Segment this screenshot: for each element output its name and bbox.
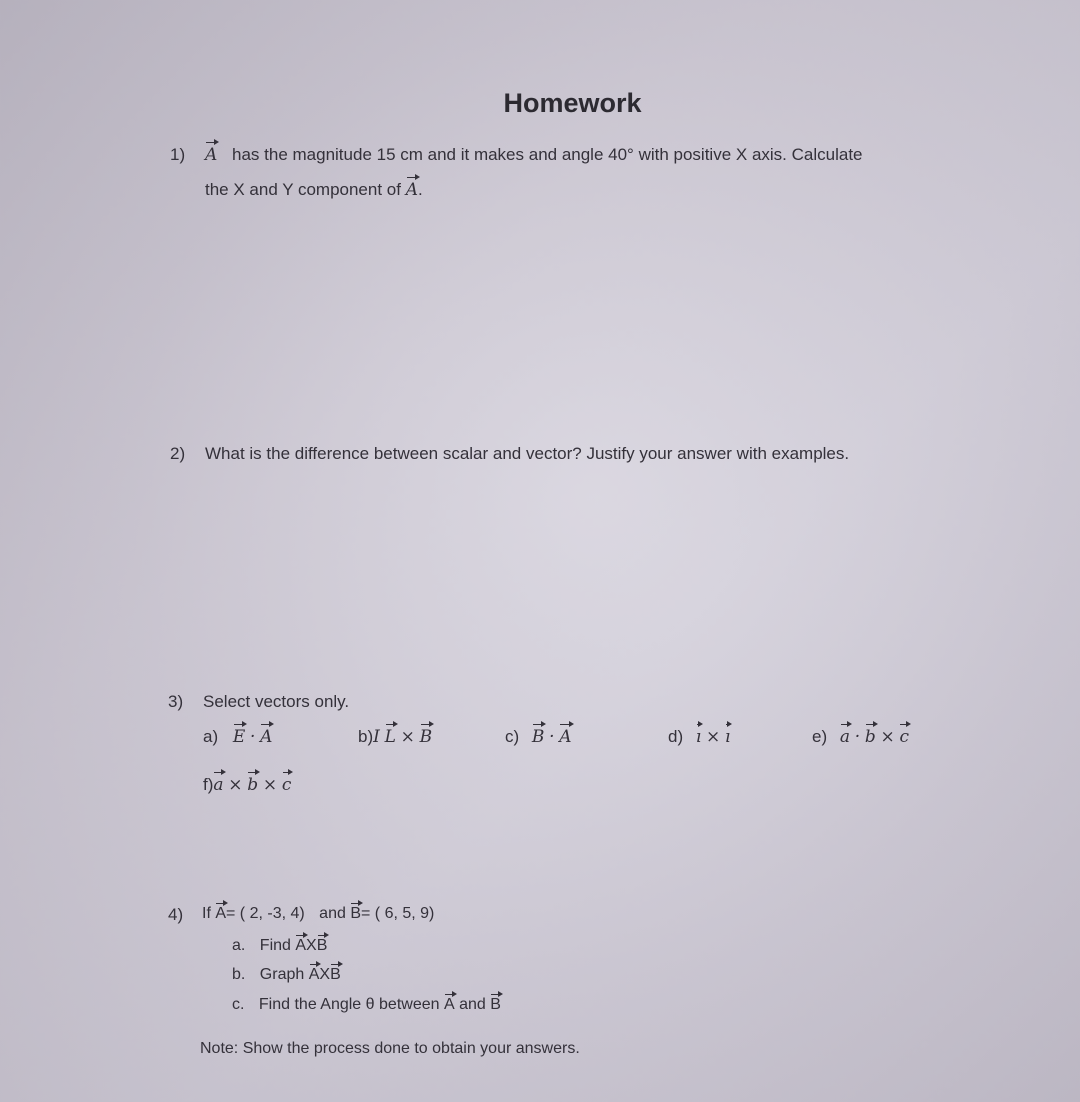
part-a-text: Find bbox=[259, 937, 291, 954]
question-2-text: What is the difference between scalar and vector? Justify your answer with examples. bbox=[205, 444, 850, 463]
vector-a-symbol: a bbox=[213, 775, 224, 795]
page-title: Homework bbox=[503, 88, 642, 118]
vector-A-symbol: A bbox=[260, 727, 273, 747]
vector-c-symbol: c bbox=[899, 727, 910, 747]
option-d-label: d) bbox=[668, 727, 684, 746]
vector-a-symbol: a bbox=[839, 727, 850, 747]
question-1-text-2: the X and Y component of bbox=[205, 180, 401, 199]
question-1-number: 1) bbox=[170, 145, 186, 164]
question-4-part-c bbox=[232, 996, 501, 1014]
vector-A-symbol: A bbox=[443, 996, 455, 1013]
unit-vector-i-symbol: ı bbox=[725, 727, 731, 747]
vector-B-symbol: B bbox=[419, 727, 433, 747]
current-I-symbol: I bbox=[373, 727, 380, 747]
unit-vector-i-symbol: ı bbox=[695, 727, 702, 747]
question-1-line-2 bbox=[205, 180, 423, 200]
option-c bbox=[505, 727, 572, 747]
between-word: between bbox=[379, 996, 440, 1013]
option-a bbox=[203, 727, 272, 747]
and-word: and bbox=[459, 996, 486, 1013]
cross-operator: × bbox=[880, 727, 895, 747]
vector-B-symbol: B bbox=[531, 727, 545, 747]
option-f bbox=[203, 775, 291, 795]
vector-B-symbol: B bbox=[350, 905, 361, 922]
vector-B-value: = ( 6, 5, 9) bbox=[361, 905, 435, 922]
vector-A-symbol: A bbox=[308, 966, 320, 983]
theta-symbol: θ bbox=[365, 996, 375, 1013]
vector-c-symbol: c bbox=[281, 775, 292, 795]
option-e bbox=[812, 727, 909, 747]
question-3-number: 3) bbox=[168, 692, 184, 711]
vector-b-symbol: b bbox=[864, 727, 876, 747]
option-d bbox=[668, 727, 730, 747]
vector-A-symbol: A bbox=[205, 145, 218, 165]
cross-X: X bbox=[319, 966, 331, 983]
and-word: and bbox=[319, 905, 346, 922]
option-c-label: c) bbox=[505, 727, 520, 746]
vector-A-symbol: A bbox=[215, 905, 227, 922]
option-e-label: e) bbox=[812, 727, 828, 746]
vector-E-symbol: E bbox=[232, 727, 246, 747]
if-word: If bbox=[202, 905, 211, 922]
dot-operator: · bbox=[549, 727, 555, 747]
question-4-part-a bbox=[232, 937, 327, 955]
part-b-label: b. bbox=[232, 966, 246, 983]
option-b bbox=[358, 727, 432, 747]
vector-B-symbol: B bbox=[490, 996, 501, 1013]
cross-operator: × bbox=[706, 727, 721, 747]
period: . bbox=[417, 180, 423, 199]
cross-operator: × bbox=[228, 775, 243, 795]
vector-A-symbol: A bbox=[405, 180, 418, 200]
option-b-label: b) bbox=[358, 727, 374, 746]
part-c-label: c. bbox=[232, 996, 245, 1013]
part-a-label: a. bbox=[232, 937, 246, 954]
part-c-text: Find the Angle bbox=[258, 996, 362, 1013]
option-f-label: f) bbox=[203, 775, 214, 794]
dot-operator: · bbox=[250, 727, 256, 747]
cross-operator: × bbox=[400, 727, 415, 747]
cross-X: X bbox=[306, 937, 317, 954]
vector-B-symbol: B bbox=[316, 937, 328, 954]
note-text: Note: Show the process done to obtain your answers. bbox=[200, 1040, 580, 1057]
question-1-line-1 bbox=[205, 145, 863, 165]
vector-b-symbol: b bbox=[247, 775, 259, 795]
option-a-label: a) bbox=[203, 727, 219, 746]
question-4-part-b bbox=[232, 966, 341, 984]
dot-operator: · bbox=[854, 727, 861, 747]
vector-A-value: = ( 2, -3, 4) bbox=[226, 905, 305, 922]
vector-B-symbol: B bbox=[330, 966, 341, 983]
vector-A-symbol: A bbox=[559, 727, 572, 747]
cross-operator: × bbox=[262, 775, 278, 795]
part-b-text: Graph bbox=[259, 966, 305, 983]
question-4-statement bbox=[202, 905, 434, 923]
vector-L-symbol: L bbox=[384, 727, 396, 747]
question-2-number: 2) bbox=[170, 444, 186, 463]
question-1-text: has the magnitude 15 cm and it makes and angle 40° with positive X axis. Calculate bbox=[232, 145, 863, 164]
question-3-text: Select vectors only. bbox=[203, 692, 350, 711]
vector-A-symbol: A bbox=[295, 937, 307, 954]
question-4-number: 4) bbox=[168, 905, 184, 924]
